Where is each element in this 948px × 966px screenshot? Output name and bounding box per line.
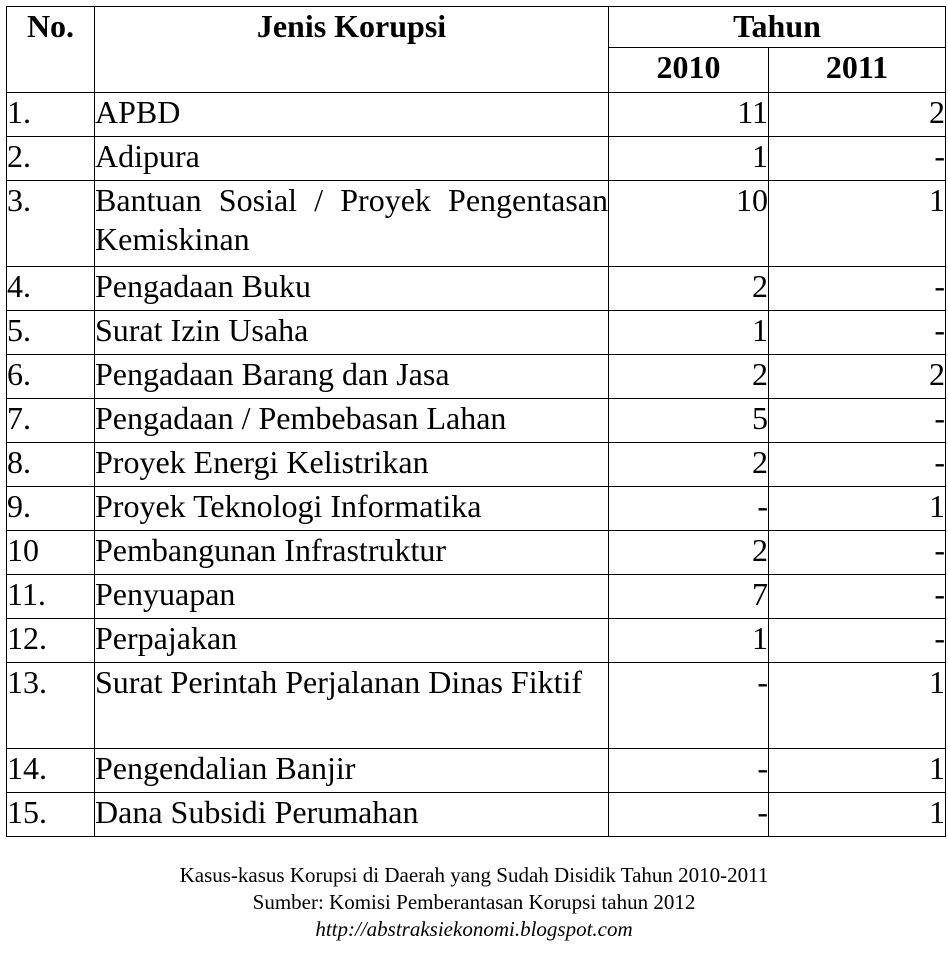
row-count-2010: 5	[609, 399, 769, 443]
table-row	[7, 663, 946, 749]
row-count-2010: 11	[609, 93, 769, 137]
row-jenis-korupsi: Pengendalian Banjir	[95, 749, 609, 793]
table-row	[7, 93, 946, 137]
row-count-2011: -	[769, 267, 946, 311]
table-row	[7, 267, 946, 311]
row-count-2011: -	[769, 399, 946, 443]
row-number: 10	[7, 531, 95, 575]
row-count-2010: -	[609, 749, 769, 793]
row-number: 5.	[7, 311, 95, 355]
row-jenis-korupsi: Pengadaan / Pembebasan Lahan	[95, 399, 609, 443]
row-jenis-korupsi: Penyuapan	[95, 575, 609, 619]
row-number: 13.	[7, 663, 95, 749]
table-row	[7, 793, 946, 837]
row-count-2010: -	[609, 487, 769, 531]
row-count-2010: 2	[609, 443, 769, 487]
table-row	[7, 531, 946, 575]
row-number: 11.	[7, 575, 95, 619]
row-number: 7.	[7, 399, 95, 443]
row-number: 8.	[7, 443, 95, 487]
row-count-2011: -	[769, 575, 946, 619]
row-number: 6.	[7, 355, 95, 399]
table-row	[7, 619, 946, 663]
table-body	[7, 93, 946, 837]
header-tahun: Tahun	[609, 7, 946, 48]
row-jenis-korupsi: Proyek Teknologi Informatika	[95, 487, 609, 531]
table-row	[7, 575, 946, 619]
table-row	[7, 137, 946, 181]
row-count-2011: 1	[769, 181, 946, 267]
row-number: 3.	[7, 181, 95, 267]
row-count-2010: 2	[609, 355, 769, 399]
row-count-2011: -	[769, 443, 946, 487]
row-count-2011: -	[769, 311, 946, 355]
row-count-2011: 1	[769, 793, 946, 837]
row-count-2011: 1	[769, 749, 946, 793]
row-count-2011: -	[769, 619, 946, 663]
row-jenis-korupsi: Pengadaan Barang dan Jasa	[95, 355, 609, 399]
row-count-2011: 1	[769, 487, 946, 531]
row-count-2010: 7	[609, 575, 769, 619]
table-row	[7, 181, 946, 267]
row-jenis-korupsi: Bantuan Sosial / Proyek Pengentasan Kemiskinan	[95, 181, 609, 267]
row-count-2010: 1	[609, 619, 769, 663]
header-year-2010: 2010	[609, 48, 769, 93]
table-row	[7, 487, 946, 531]
row-count-2011: 2	[769, 93, 946, 137]
row-count-2010: 2	[609, 531, 769, 575]
row-count-2010: 1	[609, 137, 769, 181]
row-jenis-korupsi: Pembangunan Infrastruktur	[95, 531, 609, 575]
row-jenis-korupsi: Surat Izin Usaha	[95, 311, 609, 355]
row-jenis-korupsi: Proyek Energi Kelistrikan	[95, 443, 609, 487]
row-jenis-korupsi: Dana Subsidi Perumahan	[95, 793, 609, 837]
row-jenis-korupsi: APBD	[95, 93, 609, 137]
row-number: 9.	[7, 487, 95, 531]
row-jenis-korupsi: Adipura	[95, 137, 609, 181]
row-count-2011: -	[769, 137, 946, 181]
corruption-cases-table	[6, 6, 946, 837]
row-count-2010: -	[609, 793, 769, 837]
table-caption-title: Kasus-kasus Korupsi di Daerah yang Sudah Disidik Tahun 2010-2011	[179, 863, 769, 887]
table-row	[7, 355, 946, 399]
row-number: 1.	[7, 93, 95, 137]
header-jenis-korupsi: Jenis Korupsi	[95, 7, 609, 93]
source-url-link[interactable]: http://abstraksiekonomi.blogspot.com	[315, 917, 633, 941]
row-count-2010: 10	[609, 181, 769, 267]
row-count-2010: 2	[609, 267, 769, 311]
row-number: 14.	[7, 749, 95, 793]
header-year-2011: 2011	[769, 48, 946, 93]
table-row	[7, 443, 946, 487]
row-number: 2.	[7, 137, 95, 181]
row-count-2011: 1	[769, 663, 946, 749]
table-caption-source: Sumber: Komisi Pemberantasan Korupsi tahun 2012	[252, 890, 696, 914]
table-row	[7, 311, 946, 355]
row-count-2010: -	[609, 663, 769, 749]
row-number: 12.	[7, 619, 95, 663]
header-no: No.	[7, 7, 95, 93]
row-count-2011: 2	[769, 355, 946, 399]
row-count-2010: 1	[609, 311, 769, 355]
row-number: 4.	[7, 267, 95, 311]
row-jenis-korupsi: Surat Perintah Perjalanan Dinas Fiktif	[95, 663, 609, 749]
table-row	[7, 749, 946, 793]
row-jenis-korupsi: Pengadaan Buku	[95, 267, 609, 311]
row-count-2011: -	[769, 531, 946, 575]
row-number: 15.	[7, 793, 95, 837]
table-row	[7, 399, 946, 443]
row-jenis-korupsi: Perpajakan	[95, 619, 609, 663]
